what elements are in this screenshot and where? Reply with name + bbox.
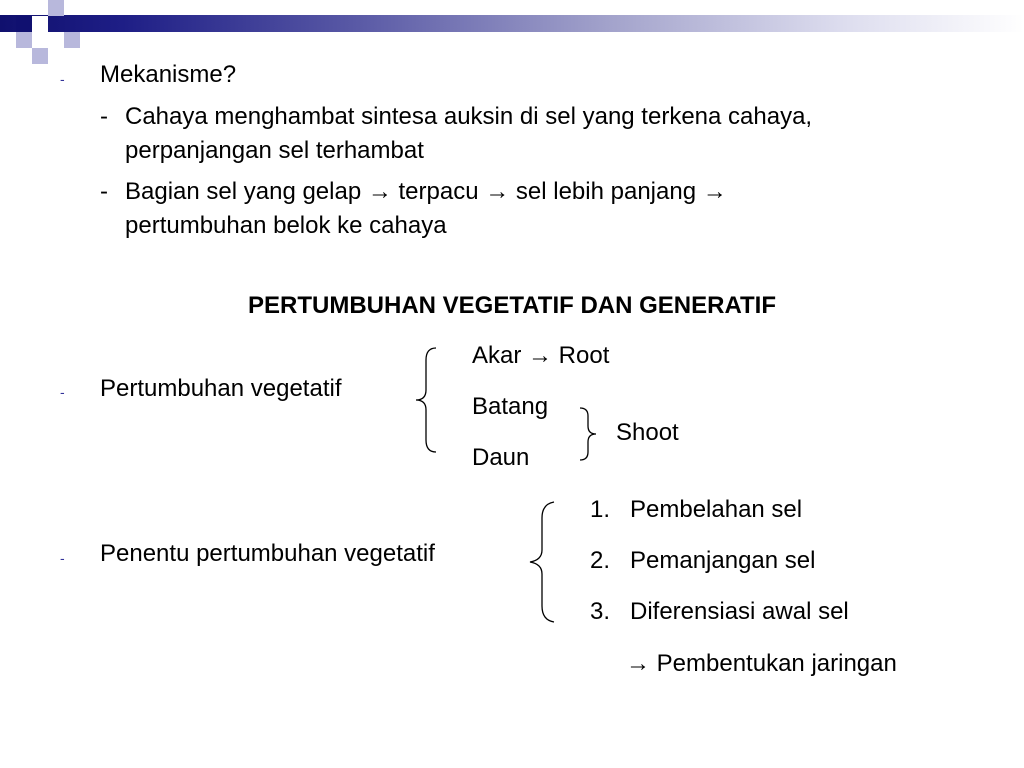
result-text: → Pembentukan jaringan	[626, 650, 897, 677]
bullet-dash: -	[60, 550, 65, 566]
list-item: Pemanjangan sel	[630, 547, 816, 574]
vegetative-part: Batang	[472, 393, 549, 420]
header-square-navy	[16, 16, 32, 32]
header-square-lavender	[32, 48, 48, 64]
list-number: 3.	[590, 598, 611, 625]
header-square-lavender	[16, 32, 32, 48]
left-brace-icon	[414, 346, 438, 454]
shoot-label: Shoot	[616, 419, 679, 446]
right-brace-icon	[578, 406, 600, 462]
vegetative-part: Daun	[472, 444, 530, 471]
mechanism-item-line: perpanjangan sel terhambat	[125, 137, 424, 164]
mechanism-item-line: pertumbuhan belok ke cahaya	[125, 212, 447, 239]
header-gradient-band	[0, 15, 1024, 32]
bullet-dash: -	[60, 71, 65, 87]
list-number: 2.	[590, 547, 611, 574]
header-square-white	[32, 16, 48, 32]
bullet-dash: -	[60, 384, 65, 400]
section-title: PERTUMBUHAN VEGETATIF DAN GENERATIF	[248, 292, 776, 319]
left-brace-icon	[526, 500, 558, 624]
item-marker: -	[100, 103, 108, 130]
vegetative-part: Akar → Root	[472, 342, 610, 369]
mechanism-item-line: Cahaya menghambat sintesa auksin di sel yang terkena cahaya,	[125, 103, 813, 130]
mechanism-heading: Mekanisme?	[100, 61, 237, 88]
vegetative-label: Pertumbuhan vegetatif	[100, 375, 342, 402]
list-item: Pembelahan sel	[630, 496, 803, 523]
determinants-label: Penentu pertumbuhan vegetatif	[100, 540, 435, 567]
list-item: Diferensiasi awal sel	[630, 598, 849, 625]
header-square-lavender	[64, 32, 80, 48]
item-marker: -	[100, 178, 108, 205]
list-number: 1.	[590, 496, 611, 523]
mechanism-item-line: Bagian sel yang gelap → terpacu → sel lebih panjang →	[125, 178, 727, 205]
header-square-lavender	[48, 0, 64, 16]
